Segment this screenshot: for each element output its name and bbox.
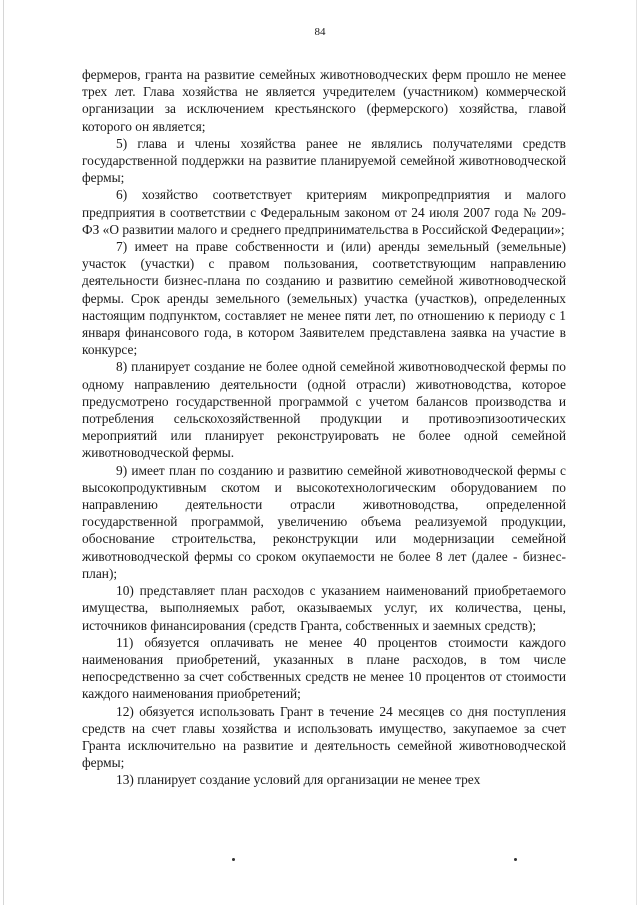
paragraph-item-8: 8) планирует создание не более одной семейной животноводческой фермы по одному направлению деятельности (одной отрасли) животноводства, которое предусмотрено государственной программой с учетом балансов производства и потребления сельскохозяйственной продукции и противоэпизоотических мероприятий или планирует реконструировать не более одной семейной животноводческой фермы. — [82, 359, 566, 461]
document-body — [82, 66, 566, 789]
paragraph-item-11: 11) обязуется оплачивать не менее 40 процентов стоимости каждого наименования приобретений, указанных в плане расходов, в том числе непосредственно за счет собственных средств не менее 10 процентов от стоимости каждого наименования приобретений; — [82, 634, 566, 702]
paragraph-item-9: 9) имеет план по созданию и развитию семейной животноводческой фермы с высокопродуктивным скотом и высокотехнологическим оборудованием по направлению деятельности отрасли животноводства, определенной государственной программой, увеличению объема реализуемой продукции, обоснование строительства, реконструкции или модернизации семейной животноводческой фермы со сроком окупаемости не более 8 лет (далее - бизнес-план); — [82, 462, 566, 581]
paragraph-continuation: фермеров, гранта на развитие семейных животноводческих ферм прошло не менее трех лет. Глава хозяйства не является учредителем (участником) коммерческой организации за исключением крестьянского (фермерского) хозяйства, главой которого он является; — [82, 67, 566, 134]
scan-edge-right — [636, 0, 637, 905]
paragraph-item-13: 13) планирует создание условий для организации не менее трех — [116, 772, 481, 788]
scan-speck-left — [232, 858, 235, 861]
scan-edge-left — [3, 0, 4, 905]
paragraph-item-5: 5) глава и члены хозяйства ранее не являлись получателями средств государственной поддержки на развитие планируемой семейной животноводческой фермы; — [82, 135, 566, 186]
paragraph-item-10: 10) представляет план расходов с указанием наименований приобретаемого имущества, выполняемых работ, оказываемых услуг, их количества, цены, источников финансирования (средств Гранта, собственных и заемных средств); — [82, 583, 566, 633]
page-number: 84 — [314, 26, 326, 38]
paragraph-item-12: 12) обязуется использовать Грант в течение 24 месяцев со дня поступления средств на счет главы хозяйства и использовать имущество, закупаемое за счет Гранта исключительно на развитие и деятельность семейной животноводческой фермы; — [82, 703, 566, 771]
paragraph-item-6: 6) хозяйство соответствует критериям микропредприятия и малого предприятия в соответствии с Федеральным законом от 24 июля 2007 года № 209-ФЗ «О развитии малого и среднего предпринимательства в Российской Федерации»; — [82, 187, 566, 237]
scan-speck-right — [514, 858, 517, 861]
paragraph-item-7: 7) имеет на праве собственности и (или) аренды земельный (земельные) участок (участки) с правом пользования, соответствующим направлению деятельности бизнес-плана по созданию и развитию семейной животноводческой фермы. Срок аренды земельного (земельных) участка (участков), определенных настоящим подпунктом, составляет не менее пяти лет, по отношению к периоду с 1 января финансового года, в котором Заявителем представлена заявка на участие в конкурсе; — [82, 239, 566, 358]
